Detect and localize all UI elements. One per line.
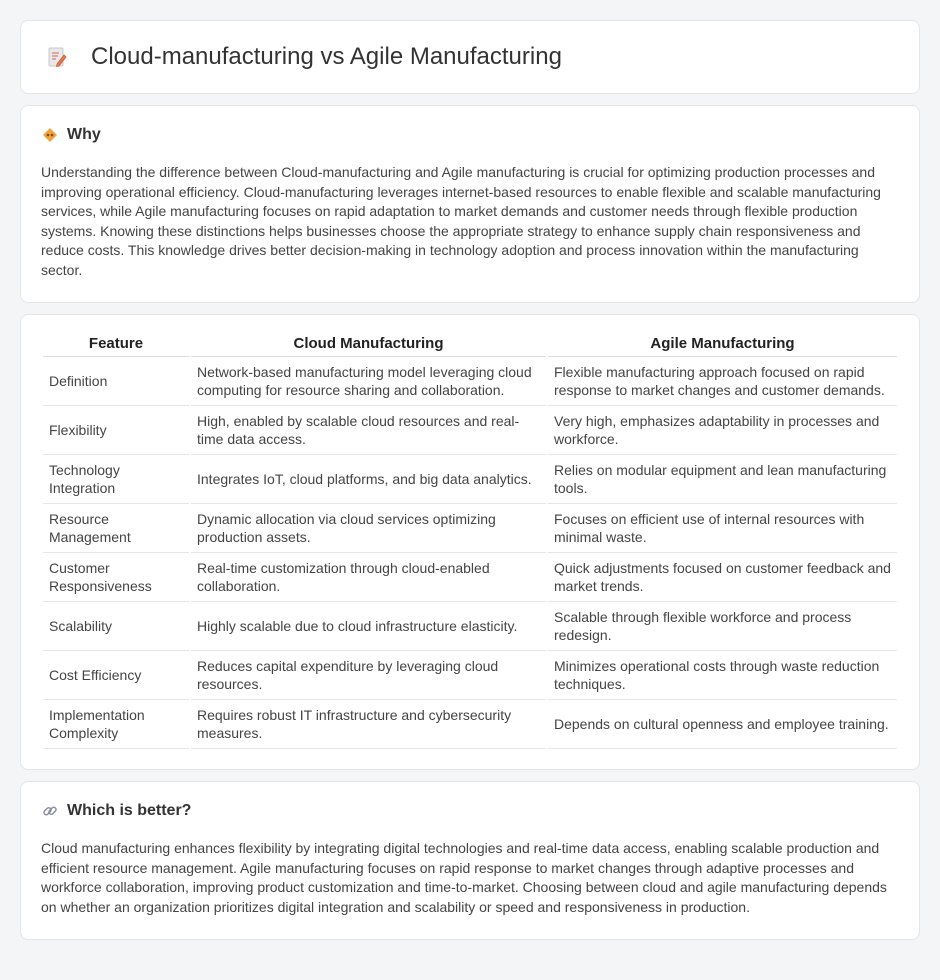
feature-cell: Resource Management — [43, 504, 189, 553]
agile-cell: Scalable through flexible workforce and process redesign. — [548, 602, 897, 651]
cloud-cell: Reduces capital expenditure by leveraging cloud resources. — [191, 651, 546, 700]
which-better-text: Cloud manufacturing enhances flexibility by integrating digital technologies and real-time data access, enabling scalable production and efficient resource management. Agile manufacturing focuses on rapid response to market changes through adaptive processes and workforce collaboration, improving product customization and time-to-market. Choosing between cloud and agile manufacturing depends on whether an organization prioritizes digital integration and scalability or speed and responsiveness in production. — [41, 840, 887, 915]
comparison-table — [41, 331, 899, 749]
feature-cell: Implementation Complexity — [43, 700, 189, 749]
column-header: Agile Manufacturing — [548, 331, 897, 357]
table-row — [43, 651, 897, 700]
table-row — [43, 455, 897, 504]
table-row — [43, 504, 897, 553]
agile-cell: Focuses on efficient use of internal resources with minimal waste. — [548, 504, 897, 553]
cloud-cell: High, enabled by scalable cloud resources and real-time data access. — [191, 406, 546, 455]
agile-cell: Flexible manufacturing approach focused on rapid response to market changes and customer demands. — [548, 357, 897, 406]
agile-cell: Minimizes operational costs through waste reduction techniques. — [548, 651, 897, 700]
title-card — [20, 20, 920, 94]
agile-cell: Relies on modular equipment and lean manufacturing tools. — [548, 455, 897, 504]
cloud-cell: Requires robust IT infrastructure and cybersecurity measures. — [191, 700, 546, 749]
cloud-cell: Real-time customization through cloud-enabled collaboration. — [191, 553, 546, 602]
column-header: Cloud Manufacturing — [191, 331, 546, 357]
diamond-icon — [41, 126, 59, 144]
cloud-cell: Highly scalable due to cloud infrastructure elasticity. — [191, 602, 546, 651]
table-row — [43, 357, 897, 406]
agile-cell: Very high, emphasizes adaptability in processes and workforce. — [548, 406, 897, 455]
column-header: Feature — [43, 331, 189, 357]
agile-cell: Depends on cultural openness and employee training. — [548, 700, 897, 749]
cloud-cell: Dynamic allocation via cloud services optimizing production assets. — [191, 504, 546, 553]
cloud-cell: Network-based manufacturing model leveraging cloud computing for resource sharing and collaboration. — [191, 357, 546, 406]
table-row — [43, 700, 897, 749]
comparison-card — [20, 314, 920, 770]
feature-cell: Technology Integration — [43, 455, 189, 504]
feature-cell: Cost Efficiency — [43, 651, 189, 700]
table-row — [43, 406, 897, 455]
table-row — [43, 602, 897, 651]
which-better-section — [20, 781, 920, 940]
link-icon — [41, 802, 59, 820]
feature-cell: Scalability — [43, 602, 189, 651]
page-title: Cloud-manufacturing vs Agile Manufacturing — [91, 43, 562, 70]
cloud-cell: Integrates IoT, cloud platforms, and big data analytics. — [191, 455, 546, 504]
table-row — [43, 553, 897, 602]
feature-cell: Flexibility — [43, 406, 189, 455]
feature-cell: Definition — [43, 357, 189, 406]
why-section — [20, 105, 920, 303]
which-better-heading: Which is better? — [67, 802, 192, 819]
feature-cell: Customer Responsiveness — [43, 553, 189, 602]
why-heading: Why — [67, 126, 101, 143]
agile-cell: Quick adjustments focused on customer feedback and market trends. — [548, 553, 897, 602]
document-edit-icon — [45, 45, 69, 69]
why-text: Understanding the difference between Cloud-manufacturing and Agile manufacturing is crucial for optimizing production processes and improving operational efficiency. Cloud-manufacturing leverages internet-based resources to enable flexible and scalable manufacturing services, while Agile manufacturing focuses on rapid adaptation to market demands and customer needs through flexible production systems. Knowing these distinctions helps businesses choose the appropriate strategy to enhance supply chain responsiveness and reduce costs. This knowledge drives better decision-making in technology adoption and process innovation within the manufacturing sector. — [41, 164, 881, 278]
